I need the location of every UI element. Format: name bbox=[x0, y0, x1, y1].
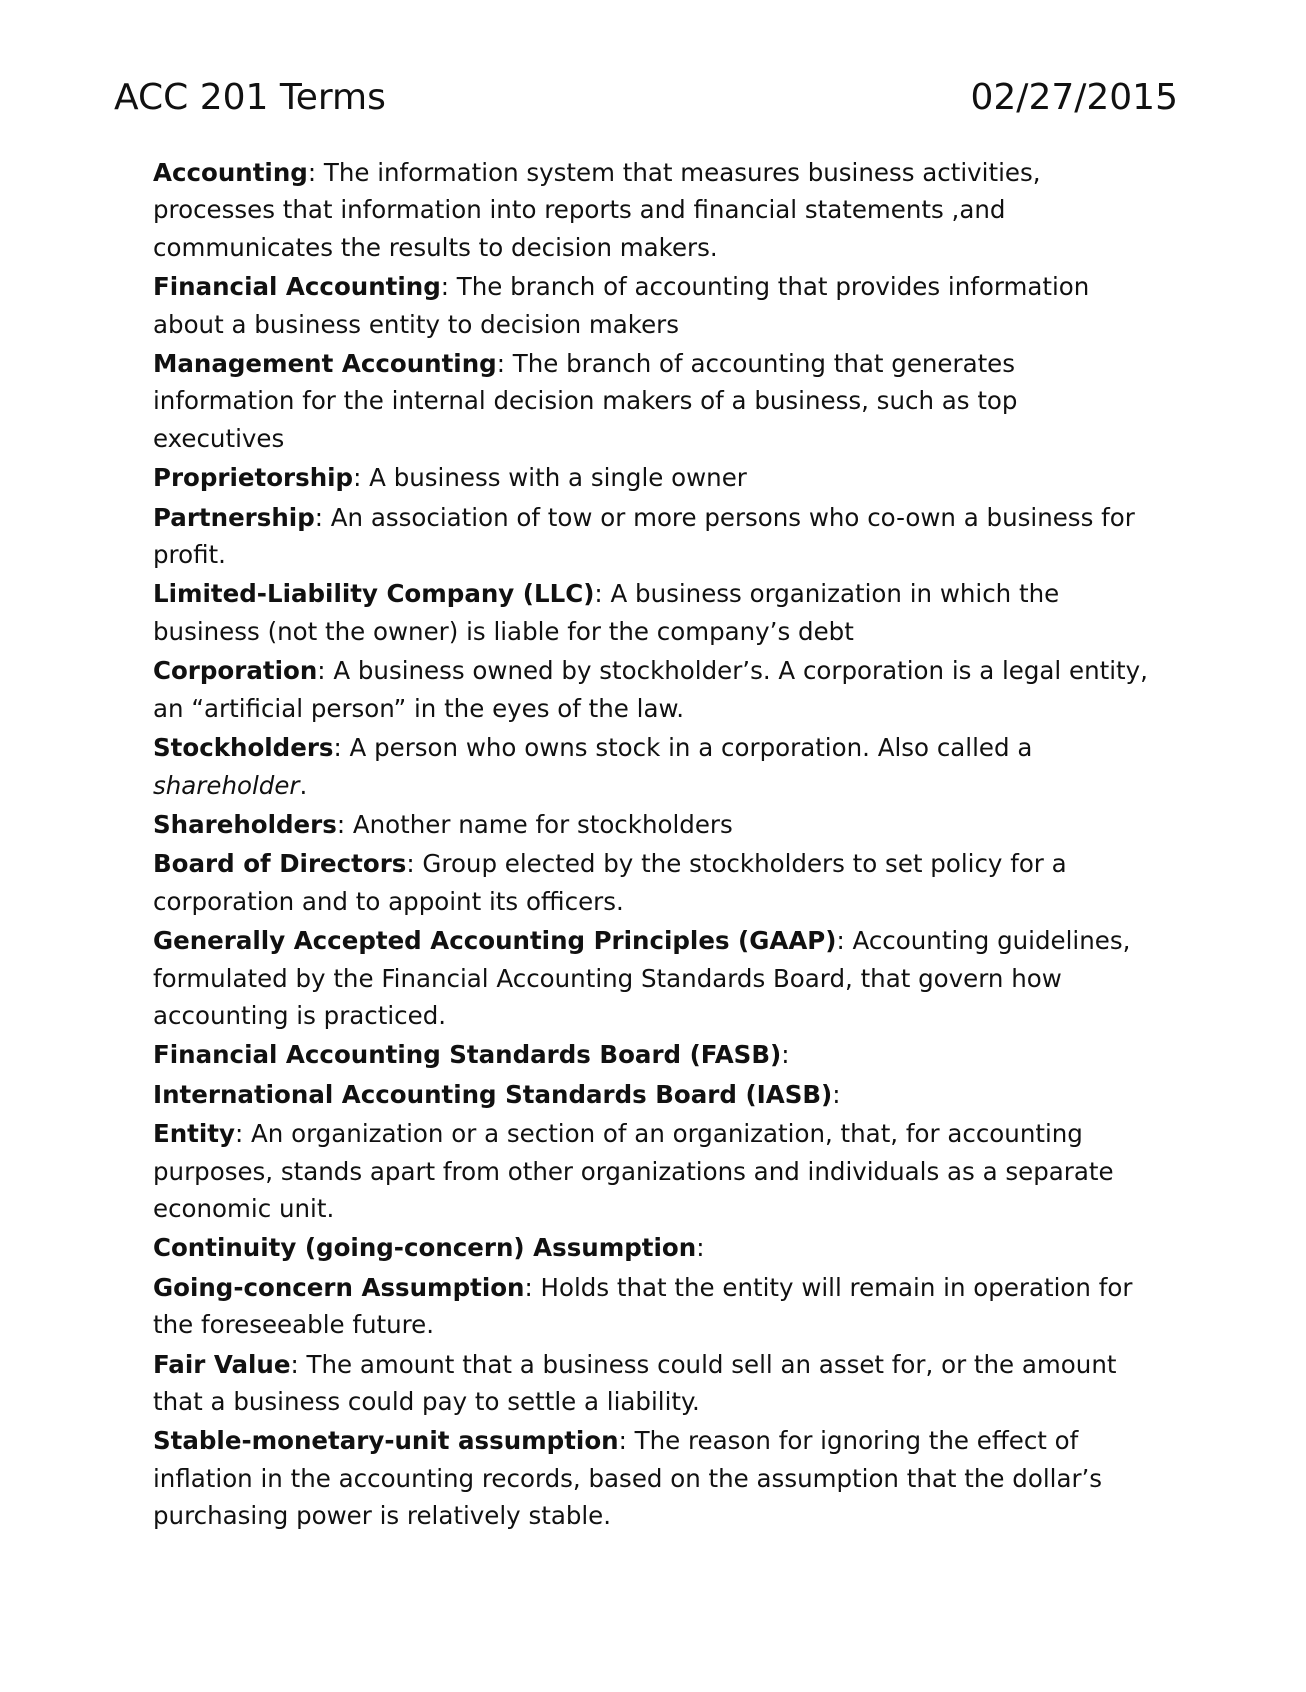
term-entry: Entity: An organization or a section of an organization, that, for accounting purposes, stands apart from other organizations and individuals as a separate economic unit. bbox=[153, 1119, 1114, 1223]
term-name: Fair Value bbox=[153, 1349, 291, 1379]
term-name: Partnership bbox=[153, 502, 315, 532]
term-name: International Accounting Standards Board (IASB) bbox=[153, 1079, 833, 1109]
term-name: Management Accounting bbox=[153, 349, 497, 379]
term-name: Stockholders bbox=[153, 733, 334, 763]
term-entry: International Accounting Standards Board (IASB): bbox=[153, 1079, 841, 1109]
term-name: Continuity (going-concern) Assumption bbox=[153, 1233, 697, 1263]
term-entry: Management Accounting: The branch of accounting that generates information for the internal decision makers of a business, such as top executives bbox=[153, 349, 1018, 453]
term-entry: Limited-Liability Company (LLC): A business organization in which the business (not the owner) is liable for the company’s debt bbox=[153, 579, 1060, 646]
term-definition: An association of tow or more persons who co-own a business for profit. bbox=[153, 502, 1135, 570]
term-entry: Financial Accounting: The branch of accounting that provides information about a business entity to decision makers bbox=[153, 272, 1090, 339]
term-entry: Financial Accounting Standards Board (FASB): bbox=[153, 1040, 790, 1070]
term-definition: The information system that measures business activities, processes that information into reports and financial statements ,and communicates the results to decision makers. bbox=[153, 158, 1041, 262]
term-name: Limited-Liability Company (LLC) bbox=[153, 579, 595, 609]
term-name: Going-concern Assumption bbox=[153, 1272, 525, 1302]
term-entry: Proprietorship: A business with a single owner bbox=[153, 463, 747, 493]
term-definition: Accounting guidelines, formulated by the Financial Accounting Standards Board, that govern how accounting is practiced. bbox=[153, 926, 1131, 1030]
term-definition: An organization or a section of an organization, that, for accounting purposes, stands apart from other organizations and individuals as a separate economic unit. bbox=[153, 1119, 1114, 1223]
term-entry: Board of Directors: Group elected by the stockholders to set policy for a corporation and to appoint its officers. bbox=[153, 849, 1067, 916]
term-definition: Group elected by the stockholders to set policy for a corporation and to appoint its officers. bbox=[153, 849, 1067, 916]
term-entry: Continuity (going-concern) Assumption: bbox=[153, 1233, 705, 1263]
term-entry: Corporation: A business owned by stockholder’s. A corporation is a legal entity, an “artificial person” in the eyes of the law. bbox=[153, 656, 1148, 723]
term-definition: A business with a single owner bbox=[369, 463, 747, 493]
term-entry: Fair Value: The amount that a business could sell an asset for, or the amount that a business could pay to settle a liability. bbox=[153, 1349, 1117, 1416]
term-name: Proprietorship bbox=[153, 463, 354, 493]
term-name: Stable-monetary-unit assumption bbox=[153, 1426, 619, 1456]
term-entry: Generally Accepted Accounting Principles (GAAP): Accounting guidelines, formulated by the Financial Accounting Standards Board, that govern how accounting is practiced. bbox=[153, 926, 1131, 1030]
term-definition-emphasis: shareholder bbox=[153, 770, 300, 800]
term-name: Accounting bbox=[153, 158, 308, 187]
term-definition: A business organization in which the business (not the owner) is liable for the company’s debt bbox=[153, 579, 1060, 646]
term-definition: Holds that the entity will remain in operation for the foreseeable future. bbox=[153, 1272, 1133, 1340]
term-name: Shareholders bbox=[153, 809, 337, 839]
term-name: Generally Accepted Accounting Principles (GAAP) bbox=[153, 926, 837, 956]
term-definition: The reason for ignoring the effect of inflation in the accounting records, based on the assumption that the dollar’s purchasing power is relatively stable. bbox=[153, 1426, 1103, 1531]
page-date: 02/27/2015 bbox=[970, 77, 1178, 118]
term-name: Entity bbox=[153, 1119, 235, 1149]
term-definition: A person who owns stock in a corporation. Also called a bbox=[349, 733, 1033, 763]
page-header bbox=[114, 76, 1178, 120]
term-definition: A business owned by stockholder’s. A corporation is a legal entity, an “artificial person” in the eyes of the law. bbox=[153, 656, 1148, 723]
term-definition: Another name for stockholders bbox=[352, 809, 733, 839]
term-definition: The amount that a business could sell an asset for, or the amount that a business could pay to settle a liability. bbox=[153, 1349, 1117, 1416]
term-entry: Going-concern Assumption: Holds that the entity will remain in operation for the foreseeable future. bbox=[153, 1272, 1133, 1340]
term-entry: Shareholders: Another name for stockholders bbox=[153, 809, 733, 839]
term-name: Financial Accounting Standards Board (FASB) bbox=[153, 1040, 782, 1070]
term-definition: The branch of accounting that generates information for the internal decision makers of a business, such as top executives bbox=[153, 349, 1018, 453]
term-entry: Partnership: An association of tow or more persons who co-own a business for profit. bbox=[153, 502, 1135, 570]
term-name: Financial Accounting bbox=[153, 272, 441, 302]
term-entry: Stockholders: A person who owns stock in a corporation. Also called a shareholder. bbox=[153, 733, 1033, 800]
term-name: Board of Directors bbox=[153, 849, 407, 879]
term-definition: The branch of accounting that provides information about a business entity to decision makers bbox=[153, 272, 1090, 339]
page-title: ACC 201 Terms bbox=[114, 77, 386, 118]
term-name: Corporation bbox=[153, 656, 318, 686]
terms-list bbox=[153, 154, 1153, 1537]
term-entry: Accounting: The information system that measures business activities, processes that information into reports and financial statements ,and communicates the results to decision makers. bbox=[153, 158, 1041, 262]
term-definition-end: . bbox=[299, 770, 308, 800]
term-entry: Stable-monetary-unit assumption: The reason for ignoring the effect of inflation in the accounting records, based on the assumption that the dollar’s purchasing power is relatively stable. bbox=[153, 1426, 1103, 1531]
